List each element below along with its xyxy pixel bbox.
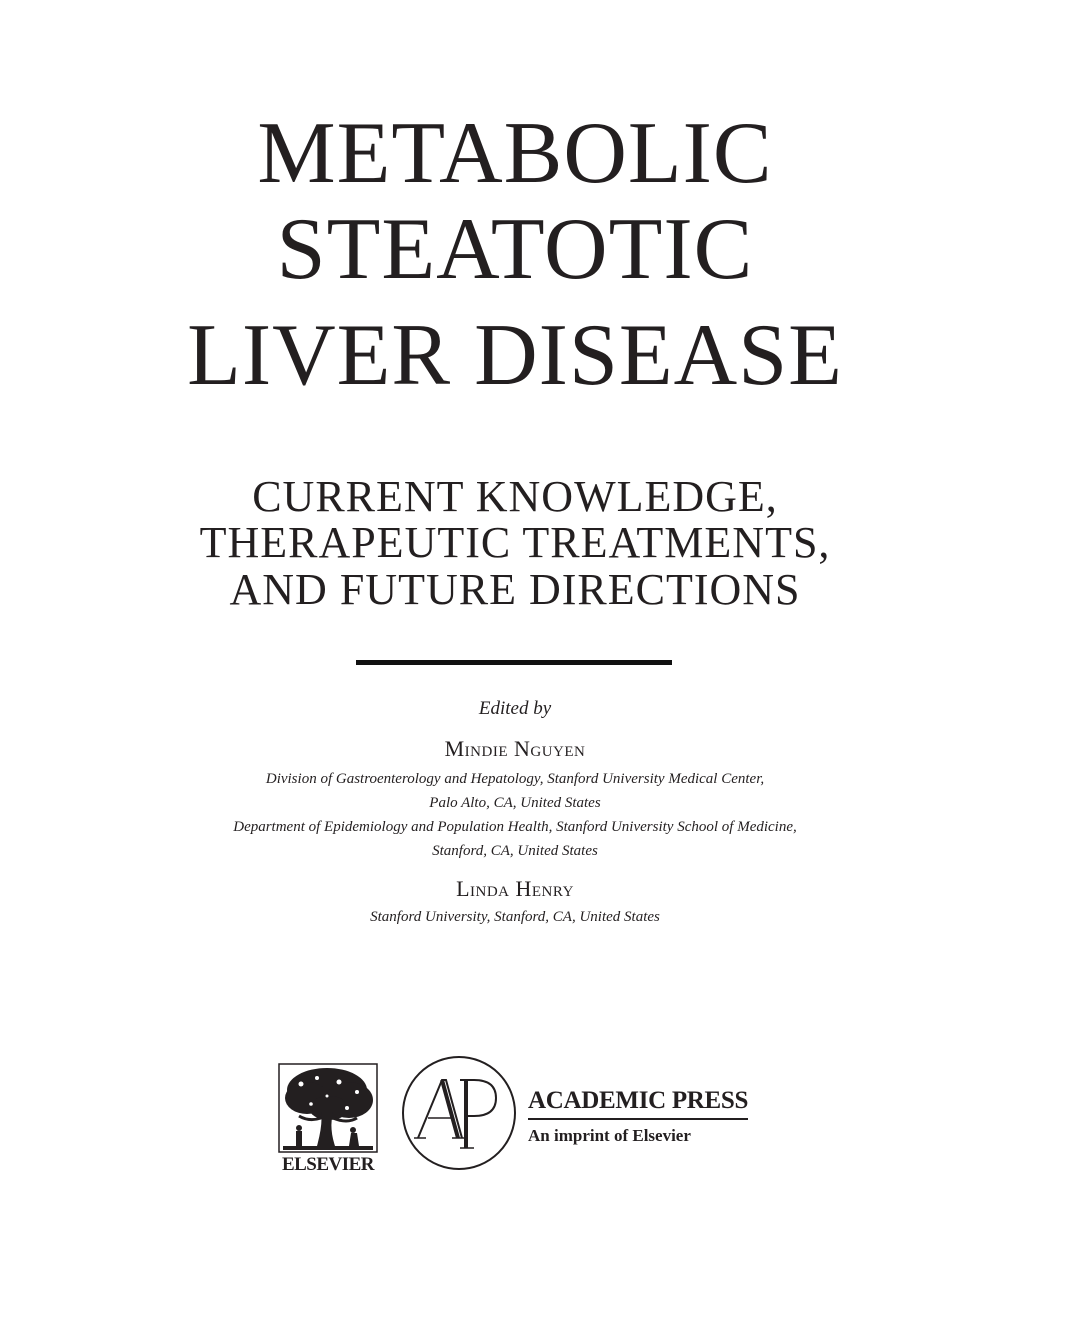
editor-1-affiliation-3: Department of Epidemiology and Population Health, Stanford University School of Medicine,	[233, 819, 797, 835]
ap-circle-logo-icon	[400, 1054, 518, 1172]
edited-by-label: Edited by	[478, 698, 552, 719]
editor-name-2: Linda Henry	[456, 876, 574, 901]
book-title-line-3: LIVER DISEASE	[187, 307, 843, 404]
book-title-line-1: METABOLIC	[257, 105, 773, 202]
editor-2-affiliation-1: Stanford University, Stanford, CA, United States	[370, 909, 660, 925]
editor-1-affiliation-1: Division of Gastroenterology and Hepatology, Stanford University Medical Center,	[265, 771, 765, 787]
title-divider	[356, 660, 672, 665]
publisher-divider	[528, 1118, 748, 1120]
book-subtitle-line-1: CURRENT KNOWLEDGE,	[252, 472, 778, 521]
publisher-tagline: An imprint of Elsevier	[528, 1126, 691, 1145]
editor-name-1: Mindie Nguyen	[444, 736, 586, 761]
editor-1-affiliation-2: Palo Alto, CA, United States	[429, 795, 601, 811]
book-title-line-2: STEATOTIC	[276, 201, 754, 298]
book-subtitle-line-2: THERAPEUTIC TREATMENTS,	[199, 518, 831, 567]
book-subtitle-line-3: AND FUTURE DIRECTIONS	[229, 565, 801, 614]
publisher-name: ACADEMIC PRESS	[528, 1087, 749, 1114]
elsevier-wordmark: ELSEVIER	[281, 1154, 375, 1175]
editor-1-affiliation-4: Stanford, CA, United States	[432, 843, 598, 859]
